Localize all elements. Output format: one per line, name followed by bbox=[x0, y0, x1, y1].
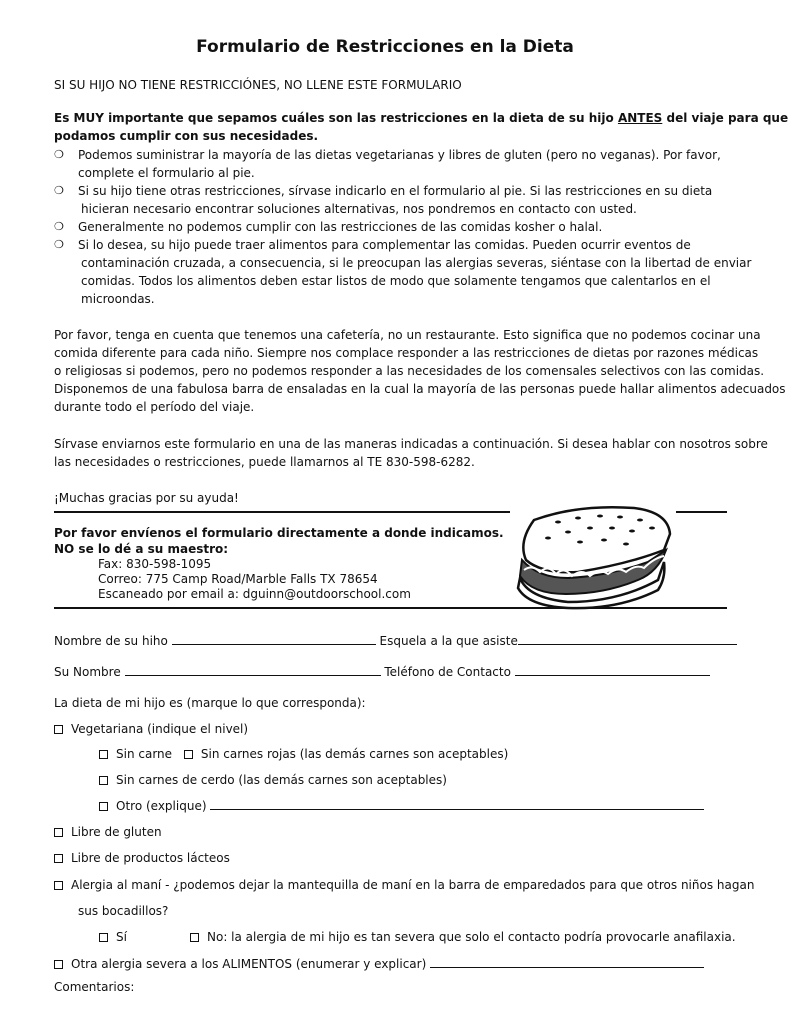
option-label: Sin carnes de cerdo (las demás carnes son aceptables) bbox=[116, 773, 447, 787]
paragraph-line: o religiosas si podemos, pero no podemos responder a las necesidades de los comensales selectivos con las comidas. bbox=[54, 364, 765, 378]
sandwich-illustration bbox=[508, 498, 678, 610]
checkbox-icon[interactable] bbox=[184, 750, 193, 759]
option-no-meat-row bbox=[99, 745, 508, 763]
peanut-no[interactable] bbox=[190, 928, 736, 946]
option-label: Sin carnes rojas (las demás carnes son aceptables) bbox=[200, 747, 509, 761]
checkbox-icon[interactable] bbox=[54, 854, 63, 863]
bullet-4-line-2: contaminación cruzada, a consecuencia, si le preocupan las alergias severas, siéntase con la libertad de enviar bbox=[81, 256, 752, 270]
bullet-2-line-1: Si su hijo tiene otras restricciones, sírvase indicarlo en el formulario al pie. Si las restricciones en su dieta bbox=[78, 184, 713, 198]
bullet-3-line-1: Generalmente no podemos cumplir con las restricciones de las comidas kosher o halal. bbox=[78, 220, 603, 234]
thanks-text: ¡Muchas gracias por su ayuda! bbox=[54, 491, 239, 505]
checkbox-icon[interactable] bbox=[99, 933, 108, 942]
checkbox-icon[interactable] bbox=[99, 802, 108, 811]
paragraph-line: Sírvase enviarnos este formulario en una de las maneras indicadas a continuación. Si desea hablar con nosotros sobre bbox=[54, 437, 768, 451]
bullet-4-line-4: microondas. bbox=[81, 292, 155, 306]
intro-line-2: podamos cumplir con sus necesidades. bbox=[54, 129, 319, 143]
divider bbox=[676, 511, 727, 513]
email-address[interactable]: Escaneado por email a: dguinn@outdoorschool.com bbox=[98, 587, 411, 601]
child-name-label: Nombre de su hiho bbox=[54, 634, 168, 648]
option-other-allergy[interactable] bbox=[54, 955, 704, 973]
option-other[interactable] bbox=[99, 797, 704, 815]
checkbox-icon[interactable] bbox=[99, 750, 108, 759]
mailing-address: Correo: 775 Camp Road/Marble Falls TX 78654 bbox=[98, 572, 378, 586]
option-label: Otra alergia severa a los ALIMENTOS (enumerar y explicar) bbox=[71, 957, 427, 971]
child-name-field[interactable] bbox=[172, 632, 376, 645]
option-label: Libre de gluten bbox=[71, 825, 162, 839]
checkbox-icon[interactable] bbox=[54, 828, 63, 837]
option-no-pork[interactable] bbox=[99, 771, 447, 789]
intro-line-1: Es MUY importante que sepamos cuáles son las restricciones en la dieta de su hijo ANTES del viaje para que bbox=[54, 111, 788, 125]
checkbox-icon[interactable] bbox=[54, 725, 63, 734]
peanut-yes[interactable] bbox=[99, 928, 127, 946]
checkbox-icon[interactable] bbox=[190, 933, 199, 942]
school-field[interactable] bbox=[518, 632, 737, 645]
parent-name-field[interactable] bbox=[125, 663, 381, 676]
bullet-4-line-3: comidas. Todos los alimentos deben estar listos de modo que solamente tengamos que calentarlos en el bbox=[81, 274, 711, 288]
option-gluten-free[interactable] bbox=[54, 823, 162, 841]
divider bbox=[54, 511, 510, 513]
parent-name-label: Su Nombre bbox=[54, 665, 121, 679]
option-peanut-allergy[interactable] bbox=[54, 876, 754, 894]
checkbox-icon[interactable] bbox=[54, 960, 63, 969]
bullet-4-line-1: Si lo desea, su hijo puede traer alimentos para complementar las comidas. Pueden ocurrir eventos de bbox=[78, 238, 691, 252]
comments-label: Comentarios: bbox=[54, 980, 135, 994]
school-label: Esquela a la que asiste bbox=[379, 634, 518, 648]
option-label: Sin carne bbox=[116, 747, 173, 761]
child-name-row bbox=[54, 632, 737, 650]
parent-name-row bbox=[54, 663, 710, 681]
send-warning: NO se lo dé a su maestro: bbox=[54, 542, 229, 556]
checkbox-icon[interactable] bbox=[54, 881, 63, 890]
other-explain-field[interactable] bbox=[210, 797, 704, 810]
phone-label: Teléfono de Contacto bbox=[384, 665, 511, 679]
hollow-circle-icon: ❍ bbox=[54, 148, 64, 161]
paragraph-line: comida diferente para cada niño. Siempre nos complace responder a las restricciones de dietas por razones médicas bbox=[54, 346, 759, 360]
phone-field[interactable] bbox=[515, 663, 710, 676]
fax-number: Fax: 830-598-1095 bbox=[98, 557, 212, 571]
hollow-circle-icon: ❍ bbox=[54, 184, 64, 197]
option-label: No: la alergia de mi hijo es tan severa que solo el contacto podría provocarle anafilaxia. bbox=[207, 930, 736, 944]
other-allergy-field[interactable] bbox=[430, 955, 704, 968]
peanut-question-line-2: sus bocadillos? bbox=[78, 904, 169, 918]
option-label: Otro (explique) bbox=[116, 799, 207, 813]
intro-emphasis: ANTES bbox=[617, 111, 663, 125]
send-instructions: Por favor envíenos el formulario directamente a donde indicamos. bbox=[54, 526, 504, 540]
option-vegetarian[interactable] bbox=[54, 720, 248, 738]
bullet-1-line-2: complete el formulario al pie. bbox=[78, 166, 255, 180]
paragraph-line: Por favor, tenga en cuenta que tenemos una cafetería, no un restaurante. Esto significa que no podemos cocinar una bbox=[54, 328, 761, 342]
bullet-1-line-1: Podemos suministrar la mayoría de las dietas vegetarianas y libres de gluten (pero no veganas). Por favor, bbox=[78, 148, 721, 162]
hollow-circle-icon: ❍ bbox=[54, 220, 64, 233]
page-title: Formulario de Restricciones en la Dieta bbox=[196, 37, 574, 57]
hollow-circle-icon: ❍ bbox=[54, 238, 64, 251]
checkbox-icon[interactable] bbox=[99, 776, 108, 785]
paragraph-line: Disponemos de una fabulosa barra de ensaladas en la cual la mayoría de las personas puede hallar alimentos adecuados bbox=[54, 382, 786, 396]
option-label: Sí bbox=[116, 930, 127, 944]
option-label: Vegetariana (indique el nivel) bbox=[71, 722, 249, 736]
option-label: Alergia al maní - ¿podemos dejar la mantequilla de maní en la barra de emparedados para que otros niños hagan bbox=[71, 878, 755, 892]
diet-prompt: La dieta de mi hijo es (marque lo que corresponda): bbox=[54, 696, 366, 710]
paragraph-line: las necesidades o restricciones, puede llamarnos al TE 830-598-6282. bbox=[54, 455, 475, 469]
option-dairy-free[interactable] bbox=[54, 849, 230, 867]
option-label: Libre de productos lácteos bbox=[71, 851, 230, 865]
bullet-2-line-2: hicieran necesario encontrar soluciones alternativas, nos pondremos en contacto con usted. bbox=[81, 202, 637, 216]
notice: SI SU HIJO NO TIENE RESTRICCIÓNES, NO LLENE ESTE FORMULARIO bbox=[54, 78, 462, 92]
paragraph-line: durante todo el período del viaje. bbox=[54, 400, 255, 414]
